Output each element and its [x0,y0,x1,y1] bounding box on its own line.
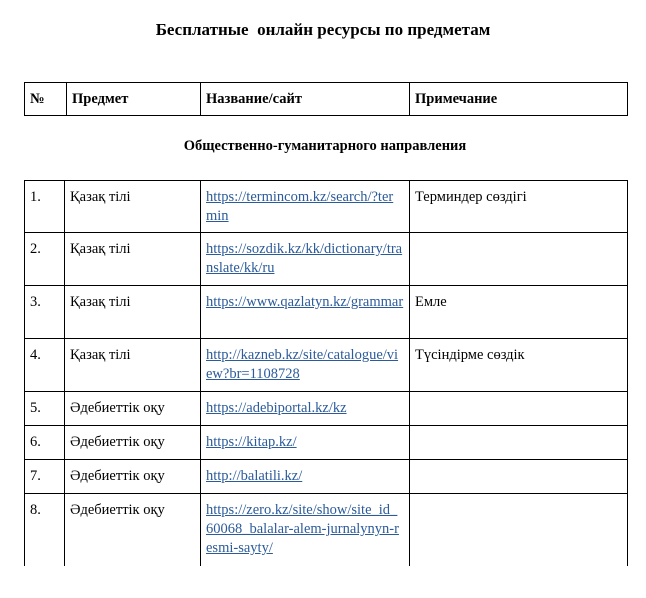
row-subject: Әдебиеттік оқу [65,494,201,566]
row-subject: Қазақ тілі [65,339,201,392]
table-row [25,494,628,566]
table-row [25,181,628,233]
table-row [25,339,628,392]
row-note [410,392,628,426]
row-site-cell [201,339,410,392]
row-number: 8. [25,494,65,566]
row-site-cell [201,233,410,286]
row-subject: Қазақ тілі [65,233,201,286]
row-site-link[interactable]: https://termincom.kz/search/?termin [206,189,394,224]
row-site-cell [201,286,410,339]
row-number: 6. [25,426,65,460]
column-header-note: Примечание [410,83,628,116]
row-number: 2. [25,233,65,286]
row-note [410,494,628,566]
table-row [25,392,628,426]
row-site-cell [201,494,410,566]
row-site-link[interactable]: https://kitap.kz/ [206,434,297,450]
column-header-number: № [25,83,67,116]
row-site-link[interactable]: http://kazneb.kz/site/catalogue/view?br=1108728 [206,347,399,382]
row-site-cell [201,460,410,494]
table-row [25,460,628,494]
row-note: Түсіндірме сөздік [410,339,628,392]
row-note: Терминдер сөздігі [410,181,628,233]
column-header-table [24,82,628,116]
row-number: 4. [25,339,65,392]
column-header-site: Название/сайт [201,83,410,116]
row-subject: Әдебиеттік оқу [65,392,201,426]
row-site-link[interactable]: https://sozdik.kz/kk/dictionary/translate/kk/ru [206,241,403,276]
row-note: Емле [410,286,628,339]
row-number: 3. [25,286,65,339]
row-site-cell [201,392,410,426]
header-row [25,83,628,116]
row-note [410,426,628,460]
row-site-link[interactable]: http://balatili.kz/ [206,468,303,484]
row-number: 5. [25,392,65,426]
section-title: Общественно-гуманитарного направления [183,138,467,154]
resources-table [24,180,628,566]
row-site-cell [201,426,410,460]
row-site-link[interactable]: https://zero.kz/site/show/site_id_60068_balalar-alem-jurnalynyn-resmi-sayty/ [206,502,399,556]
document-title: Бесплатные онлайн ресурсы по предметам [155,20,491,39]
row-subject: Әдебиеттік оқу [65,460,201,494]
row-note [410,460,628,494]
column-header-subject: Предмет [67,83,201,116]
row-site-cell [201,181,410,233]
row-site-link[interactable]: https://adebiportal.kz/kz [206,400,347,416]
row-site-link[interactable]: https://www.qazlatyn.kz/grammar [206,294,404,310]
row-subject: Қазақ тілі [65,181,201,233]
table-row [25,286,628,339]
row-note [410,233,628,286]
row-number: 7. [25,460,65,494]
row-subject: Қазақ тілі [65,286,201,339]
table-row [25,233,628,286]
table-row [25,426,628,460]
row-number: 1. [25,181,65,233]
row-subject: Әдебиеттік оқу [65,426,201,460]
